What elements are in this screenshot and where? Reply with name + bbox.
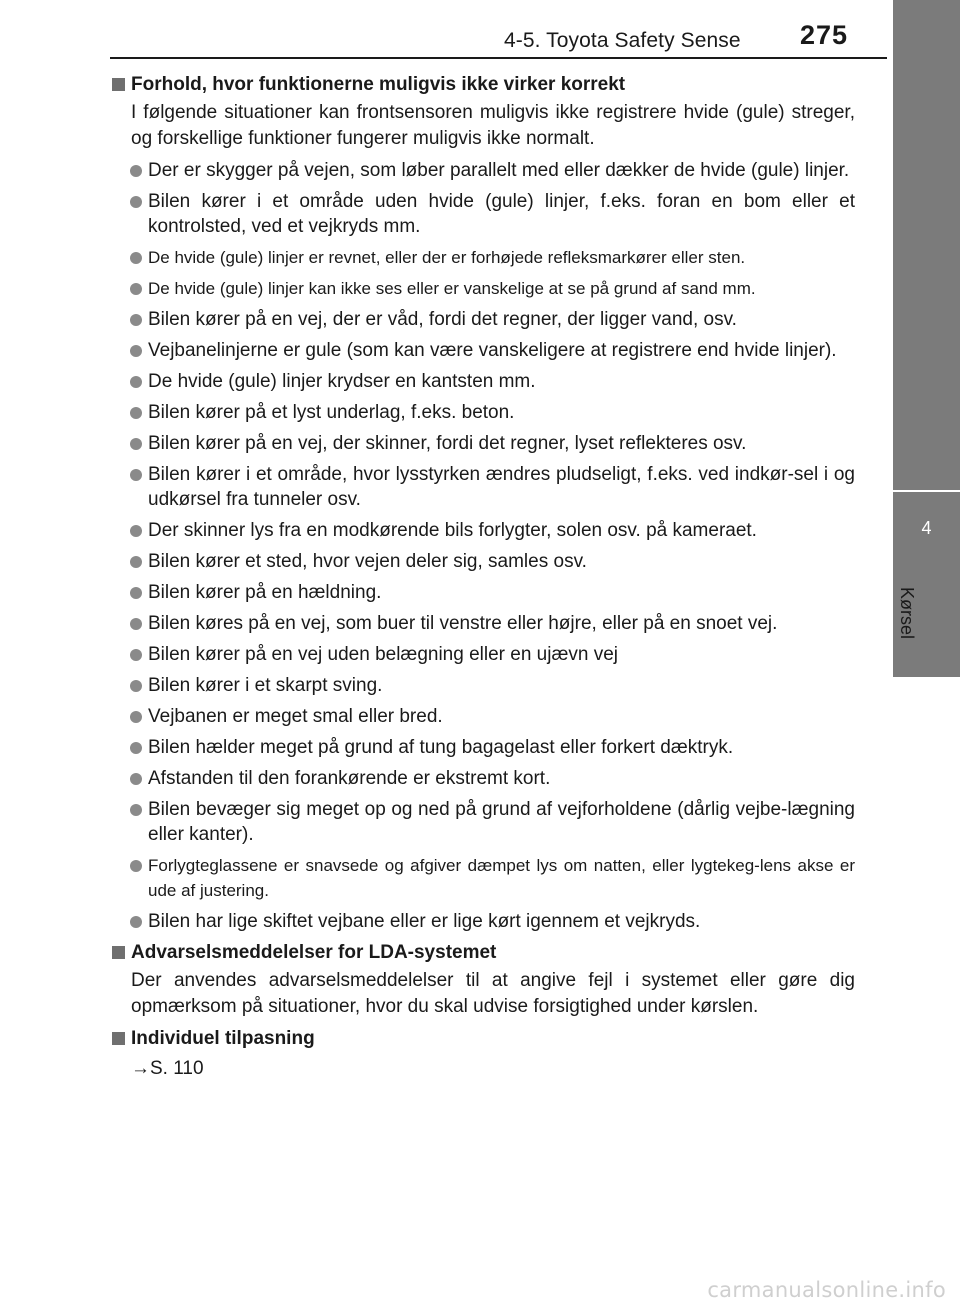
page-content (110, 70, 855, 1082)
bullet-icon (130, 587, 142, 599)
list-item: Bilen kører i et område, hvor lysstyrken ændres pludseligt, f.eks. ved indkør-sel i og udkørsel fra tunneler osv. (110, 462, 855, 512)
bullet-icon (130, 556, 142, 568)
list-item: Bilen kører i et skarpt sving. (110, 673, 855, 698)
list-item: Bilen har lige skiftet vejbane eller er lige kørt igennem et vejkryds. (110, 909, 855, 934)
section-heading-text: Advarselsmeddelelser for LDA-systemet (131, 942, 497, 963)
list-item: Bilen kører på en vej uden belægning eller en ujævn vej (110, 642, 855, 667)
section-heading-text: Forhold, hvor funktionerne muligvis ikke virker korrekt (131, 74, 626, 95)
bullet-icon (130, 438, 142, 450)
list-item: Bilen kører på en vej, der skinner, fordi det regner, lyset reflekteres osv. (110, 431, 855, 456)
bullet-icon (130, 916, 142, 928)
chapter-tab-label: Kørsel (897, 587, 917, 640)
list-item: Bilen bevæger sig meget op og ned på grund af vejforholdene (dårlig vejbe-lægning eller kanter). (110, 797, 855, 847)
section-heading-text: Individuel tilpasning (131, 1028, 315, 1049)
section-heading (110, 940, 855, 966)
bullet-icon (130, 314, 142, 326)
bullet-icon (130, 407, 142, 419)
bullet-icon (130, 345, 142, 357)
bullet-icon (130, 680, 142, 692)
bullet-icon (130, 804, 142, 816)
section-intro: Der anvendes advarselsmeddelelser til at angive fejl i systemet eller gøre dig opmærksom på situationer, hvor du skal udvise forsigtighed under kørslen. (131, 970, 855, 1017)
chapter-tab (893, 490, 960, 677)
bullet-icon (130, 252, 142, 264)
list-item: Der skinner lys fra en modkørende bils forlygter, solen osv. på kameraet. (110, 518, 855, 543)
list-item: Vejbanelinjerne er gule (som kan være vanskeligere at registrere end hvide linjer). (110, 338, 855, 363)
square-bullet-icon (112, 78, 125, 91)
bullet-icon (130, 376, 142, 388)
bullet-icon (130, 649, 142, 661)
bullet-icon (130, 525, 142, 537)
bullet-icon (130, 711, 142, 723)
page-reference-link[interactable]: →S. 110 (131, 1058, 204, 1079)
bullet-icon (130, 860, 142, 872)
square-bullet-icon (112, 946, 125, 959)
bullet-icon (130, 196, 142, 208)
list-item: Bilen kører på en vej, der er våd, fordi det regner, der ligger vand, osv. (110, 307, 855, 332)
header-rule (110, 57, 887, 59)
list-item: De hvide (gule) linjer er revnet, eller der er forhøjede refleksmarkører eller sten. (110, 245, 855, 270)
conditions-list (110, 158, 855, 934)
watermark: carmanualsonline.info (707, 1278, 946, 1302)
section-heading (110, 72, 855, 98)
list-item: Bilen kører på et lyst underlag, f.eks. beton. (110, 400, 855, 425)
section-intro: I følgende situationer kan frontsensoren muligvis ikke registrere hvide (gule) streger, og forskellige funktioner fungerer muligvis ikke normalt. (131, 102, 855, 149)
list-item: Der er skygger på vejen, som løber parallelt med eller dækker de hvide (gule) linjer. (110, 158, 855, 183)
bullet-icon (130, 773, 142, 785)
list-item: Bilen kører i et område uden hvide (gule) linjer, f.eks. foran en bom eller et kontrolsted, ved et vejkryds mm. (110, 189, 855, 239)
square-bullet-icon (112, 1032, 125, 1045)
list-item: De hvide (gule) linjer kan ikke ses eller er vanskelige at se på grund af sand mm. (110, 276, 855, 301)
bullet-icon (130, 742, 142, 754)
chapter-tab-number: 4 (921, 518, 932, 538)
list-item: Afstanden til den forankørende er ekstremt kort. (110, 766, 855, 791)
bullet-icon (130, 283, 142, 295)
list-item: Bilen hælder meget på grund af tung bagagelast eller forkert dæktryk. (110, 735, 855, 760)
list-item: Vejbanen er meget smal eller bred. (110, 704, 855, 729)
side-tab-top (893, 0, 960, 490)
list-item: Bilen kører et sted, hvor vejen deler sig, samles osv. (110, 549, 855, 574)
bullet-icon (130, 165, 142, 177)
page-number: 275 (800, 20, 849, 50)
header-section-title: 4-5. Toyota Safety Sense (504, 29, 741, 52)
list-item: De hvide (gule) linjer krydser en kantsten mm. (110, 369, 855, 394)
section-heading (110, 1026, 855, 1052)
bullet-icon (130, 469, 142, 481)
bullet-icon (130, 618, 142, 630)
list-item: Forlygteglassene er snavsede og afgiver dæmpet lys om natten, eller lygtekeg-lens akse er ude af justering. (110, 853, 855, 903)
list-item: Bilen køres på en vej, som buer til venstre eller højre, eller på en snoet vej. (110, 611, 855, 636)
list-item: Bilen kører på en hældning. (110, 580, 855, 605)
